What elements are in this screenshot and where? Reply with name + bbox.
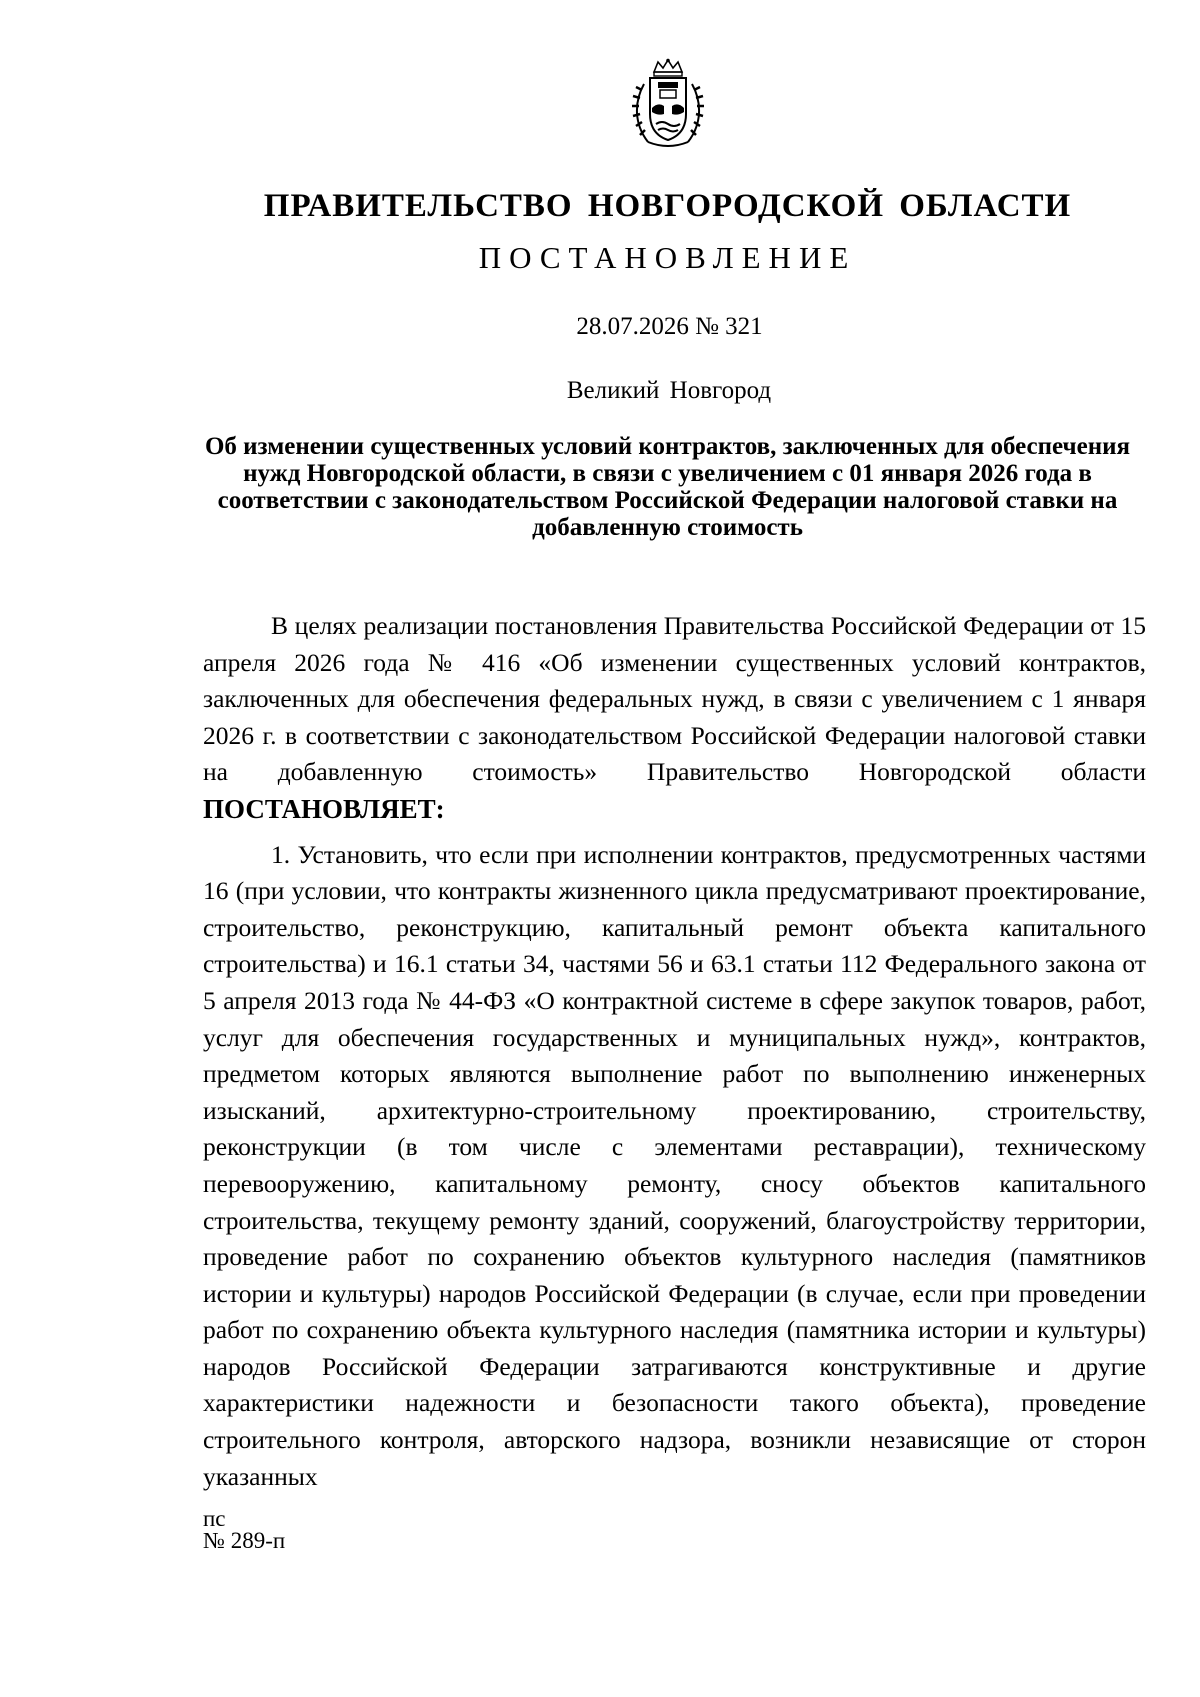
document-body xyxy=(203,608,1146,1503)
document-subject: Об изменении существенных условий контрактов, заключенных для обеспечения нужд Новгородской области, в связи с увеличением с 01 января 2026 года в соответствии с законодательством Российской Федерации налоговой ставки на добавленную стоимость xyxy=(204,433,1131,541)
decree-word: ПОСТАНОВЛЯЕТ: xyxy=(203,793,445,824)
footer-line-1: пс xyxy=(203,1506,226,1531)
preamble-paragraph xyxy=(203,608,1146,829)
novgorod-coat-of-arms-icon xyxy=(630,58,706,150)
footer-note xyxy=(203,1508,285,1552)
footer-line-2: № 289-п xyxy=(203,1528,286,1553)
preamble-text: В целях реализации постановления Правительства Российской Федерации от 15 апреля 2026 года № 416 «Об изменении существенных условий контрактов, заключенных для обеспечения федеральных нужд, в связи с увеличением с 1 января 2026 г. в соответствии с законодательством Российской Федерации налоговой ставки на добавленную стоимость» Правительство Новгородской области xyxy=(203,611,1146,787)
document-date-number: 28.07.2026 № 321 xyxy=(576,313,763,340)
item-1-paragraph: 1. Установить, что если при исполнении контрактов, предусмотренных частями 16 (при условии, что контракты жизненного цикла предусматривают проектирование, строительство, реконструкцию, капитальный ремонт объекта капитального строительства) и 16.1 статьи 34, частями 56 и 63.1 статьи 112 Федерального закона от 5 апреля 2013 года № 44-ФЗ «О контрактной системе в сфере закупок товаров, работ, услуг для обеспечения государственных и муниципальных нужд», контрактов, предметом которых являются выполнение работ по выполнению инженерных изысканий, архитектурно-строительному проектированию, строительству, реконструкции (в том числе с элементами реставрации), техническому перевооружению, капитальному ремонту, сносу объектов капитального строительства, текущему ремонту зданий, сооружений, благоустройству территории, проведение работ по сохранению объектов культурного наследия (памятников истории и культуры) народов Российской Федерации (в случае, если при проведении работ по сохранению объекта культурного наследия (памятника истории и культуры) народов Российской Федерации затрагиваются конструктивные и другие характеристики надежности и безопасности такого объекта), проведение строительного контроля, авторского надзора, возникли независящие от сторон указанных xyxy=(203,839,1146,1491)
document-city: Великий Новгород xyxy=(566,377,772,404)
organization-title: ПРАВИТЕЛЬСТВО НОВГОРОДСКОЙ ОБЛАСТИ xyxy=(263,188,1072,224)
document-type: ПОСТАНОВЛЕНИЕ xyxy=(478,240,857,275)
